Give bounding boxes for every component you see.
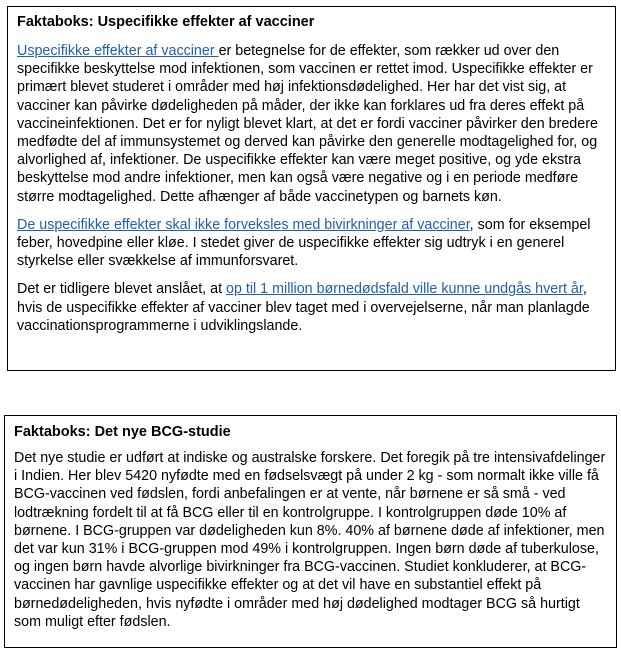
link-nonspecific-effects[interactable]: Uspecifikke effekter af vacciner — [17, 43, 219, 59]
factbox-bcg-study — [4, 415, 617, 648]
paragraph-definition — [17, 42, 605, 206]
paragraph-text: , som for eksempel feber, hovedpine eller kløe. I stedet giver de uspecifikke effekter sig udtryk i en generel styrkelse eller svækkelse af immunforsvaret. — [17, 216, 591, 270]
factbox-title: Faktaboks: Uspecifikke effekter af vacciner — [17, 14, 315, 30]
paragraph-text: , hvis de uspecifikke effekter af vacciner blev taget med i overvejelserne, når man planlagde vaccinationsprogrammerne i udviklingslande. — [17, 281, 590, 334]
paragraph-study: Det nye studie er udført at indiske og australske forskere. Det foregik på tre intensivafdelinger i Indien. Her blev 5420 nyfødte med en fødselsvægt på under 2 kg - som normalt ikke ville få BCG-vaccinen ved fødslen, fordi anbefalingen er at vente, når børnene er så små - ved lodtrækning fordelt til at få BCG eller til en kontrolgruppe. I kontrolgruppen døde 10% af børnene. I BCG-gruppen var dødeligheden kun 8%. 40% af børnene døde af infektioner, men det var kun 31% i BCG-gruppen mod 49% i kontrolgruppen. Ingen børn døde af tuberkulose, og ingen børn havde alvorlige bivirkninger fra BCG-vaccinen. Studiet konkluderer, at BCG-vaccinen har gavnlige uspecifikke effekter og at det vil have en substantiel effekt på børnedødeligheden, hvis nyfødte i områder med høj dødelighed modtager BCG så hurtigt som muligt efter fødslen. — [14, 450, 606, 630]
link-side-effects[interactable]: De uspecifikke effekter skal ikke forveksles med bivirkninger af vacciner — [17, 216, 470, 233]
paragraph-estimate — [17, 280, 605, 335]
paragraph-text: Det er tidligere blevet anslået, at — [17, 281, 227, 298]
link-child-deaths-estimate[interactable]: op til 1 million børnedødsfald ville kunne undgås hvert år — [226, 281, 583, 298]
paragraph-text: er betegnelse for de effekter, som rækker ud over den specifikke beskyttelse mod infektionen, som vaccinen er rettet imod. Uspecifikke effekter er primært blevet studeret i områder med høj infektionsdødelighed. Her har det vist sig, at vacciner kan påvirke dødeligheden på måder, der ikke kan forklares ud fra deres effekt på vaccineinfektionen. Det er for nyligt blevet klart, at det er fordi vacciner påvirker den bredere medfødte del af immunsystemet og derved kan påvirke den generelle modtagelighed for, og alvorlighed af, infektioner. De uspecifikke effekter kan være meget positive, og yde ekstra beskyttelse mod andre infektioner, men kan også være negative og i en periode medføre større modtagelighed. Dette afhænger af både vaccinetypen og barnets køn. — [17, 43, 598, 205]
factbox-title: Faktaboks: Det nye BCG-studie — [14, 424, 231, 440]
factbox-nonspecific-effects — [7, 6, 616, 371]
paragraph-side-effects — [17, 216, 605, 271]
